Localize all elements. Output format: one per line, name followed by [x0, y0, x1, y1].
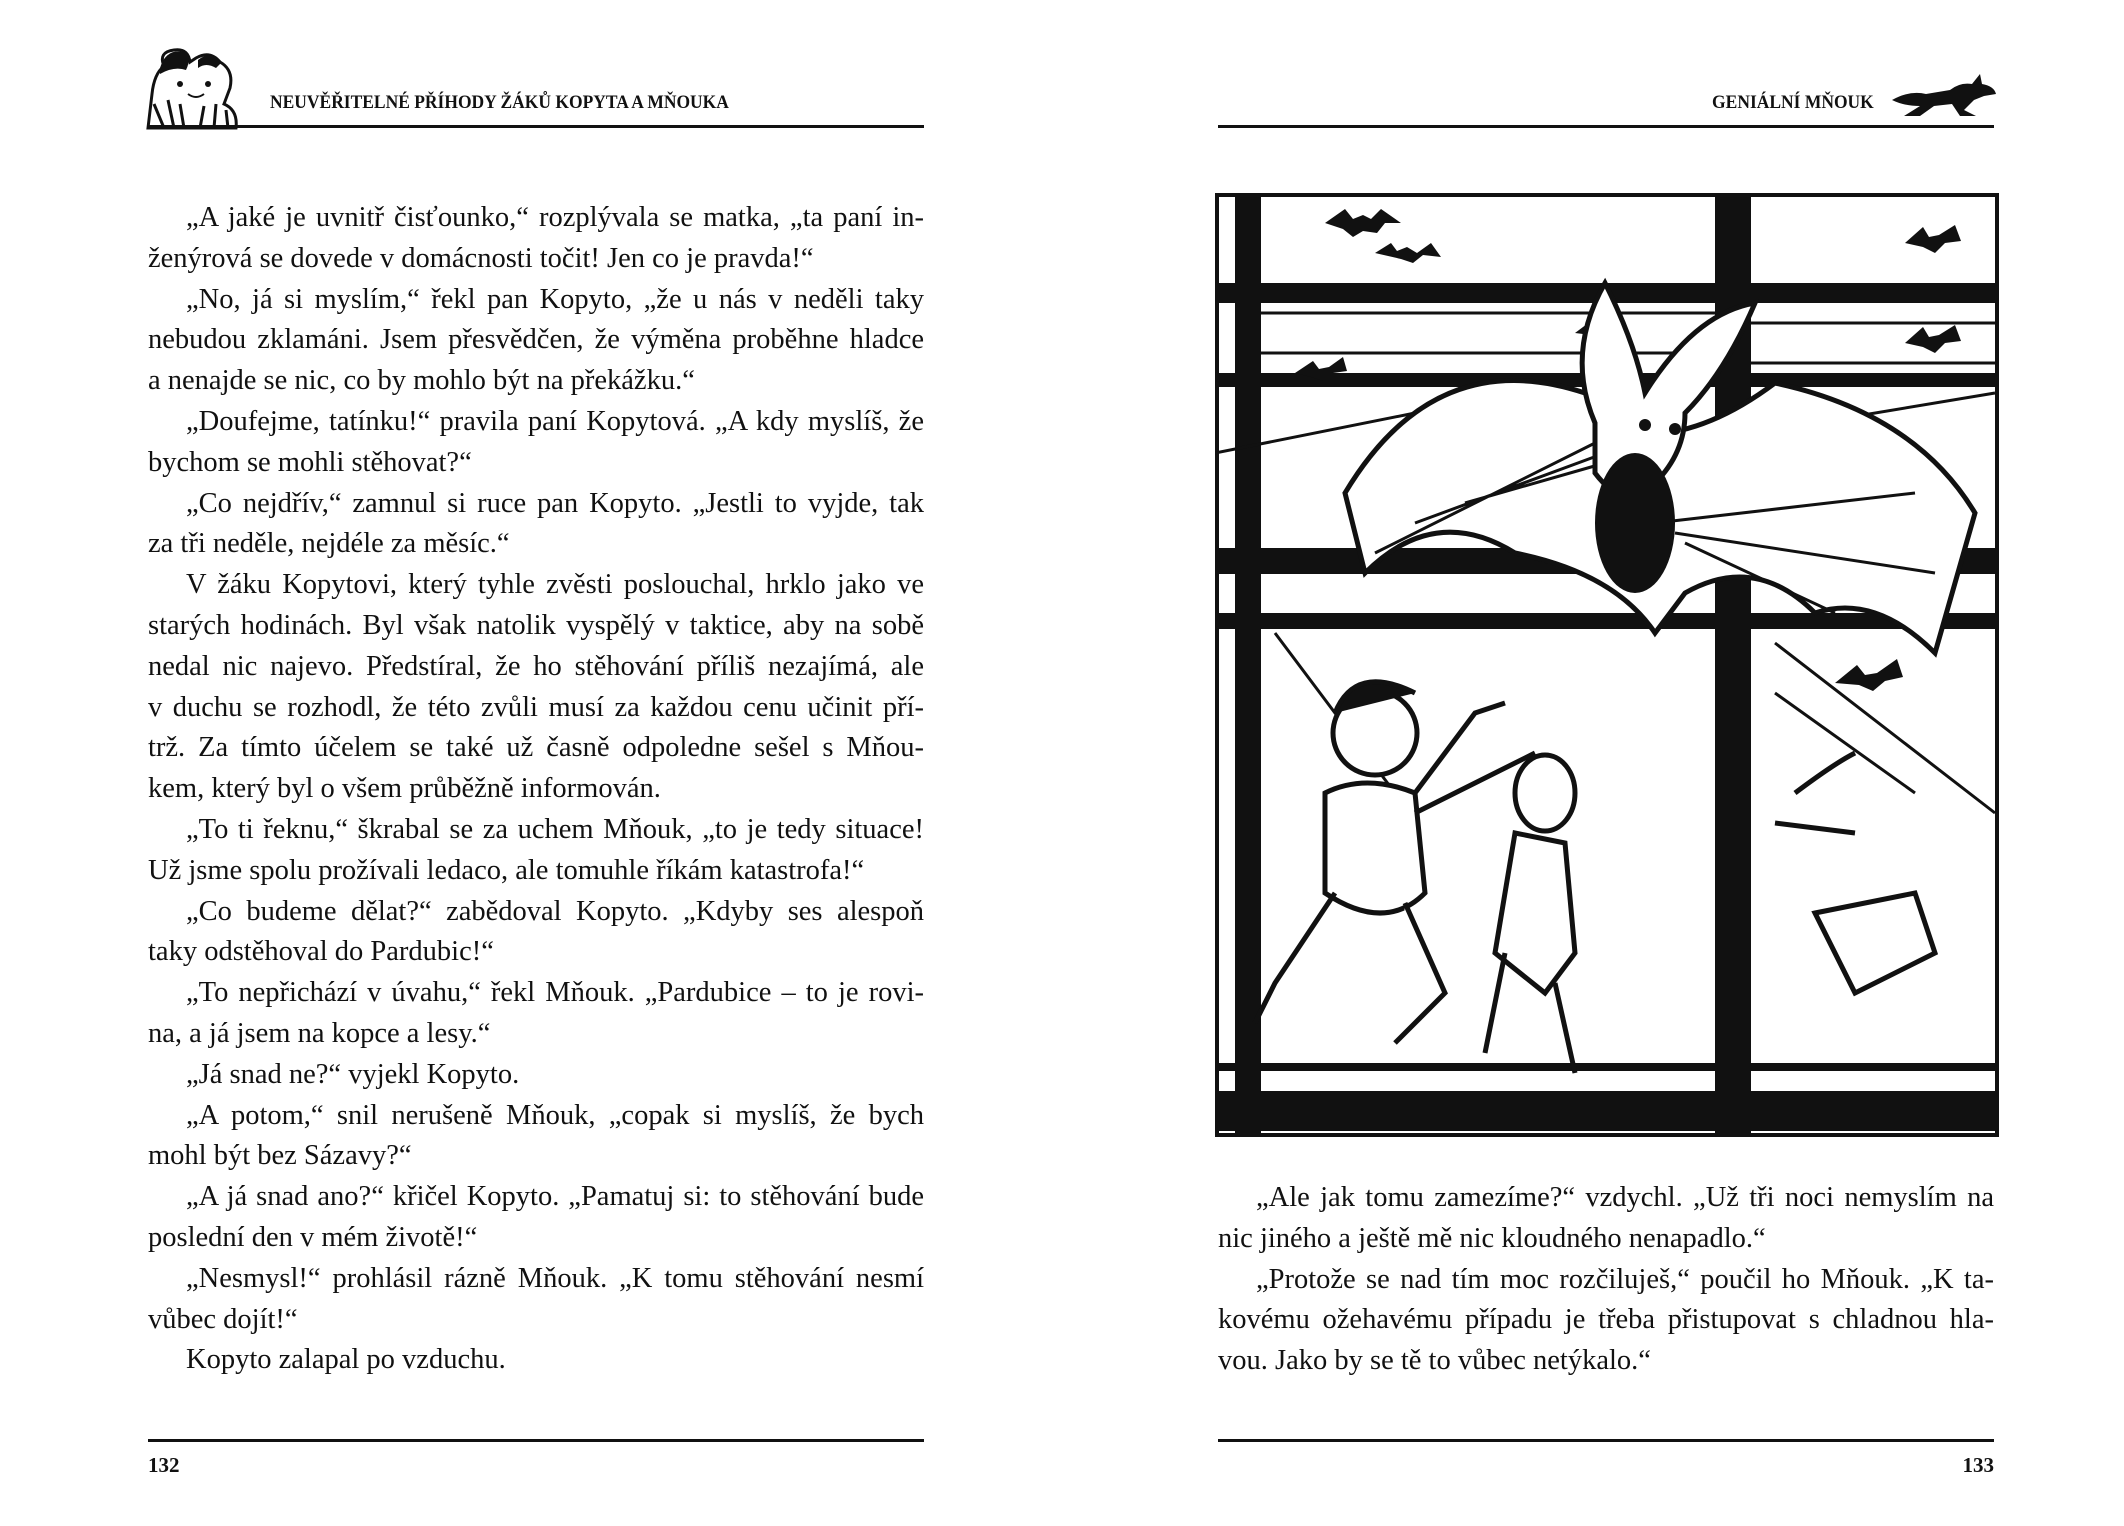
running-wolf-icon [1890, 60, 1998, 120]
text-line: poslední den v mém životě!“ [148, 1221, 478, 1253]
running-header: NEUVĚŘITELNÉ PŘÍHODY ŽÁKŮ KOPYTA A MŇOUKA [270, 92, 729, 113]
text-line: v duchu se rozhodl, že této zvůli musí za každou cenu učinit pří- [148, 691, 924, 723]
text-line: nedal nic najevo. Předstíral, že ho stěhování příliš nezajímá, ale [148, 650, 924, 682]
text-line: „Doufejme, tatínku!“ pravila paní Kopytová. „A kdy myslíš, že [186, 405, 924, 437]
text-line: „A potom,“ snil nerušeně Mňouk, „copak si myslíš, že bych [186, 1099, 924, 1131]
header-rule [1218, 125, 1994, 128]
text-line: V žáku Kopytovi, který tyhle zvěsti poslouchal, hrklo jako ve [186, 569, 924, 601]
text-line: bychom se mohli stěhovat?“ [148, 446, 472, 478]
text-line: vůbec dojít!“ [148, 1303, 298, 1335]
text-line: „Co budeme dělat?“ zabědoval Kopyto. „Kdyby ses alespoň [186, 895, 924, 927]
text-line: Kopyto zalapal po vzduchu. [186, 1344, 506, 1376]
page-number: 133 [1962, 1453, 1994, 1477]
text-line: „Protože se nad tím moc rozčiluješ,“ poučil ho Mňouk. „K ta- [1256, 1263, 1994, 1295]
text-line: nebudou zklamáni. Jsem přesvědčen, že výměna proběhne hladce [148, 324, 924, 356]
running-header: GENIÁLNÍ MŇOUK [1712, 92, 1874, 113]
right-page [1218, 0, 1994, 1526]
boys-portrait-icon [144, 44, 254, 130]
text-line: a nenajde se nic, co by mohlo být na překážku.“ [148, 365, 695, 397]
text-line: mohl být bez Sázavy?“ [148, 1140, 412, 1172]
text-line: „Já snad ne?“ vyjekl Kopyto. [186, 1058, 520, 1090]
text-line: vou. Jako by se tě to vůbec netýkalo.“ [1218, 1345, 1651, 1377]
illustration-bat-attack [1215, 193, 1999, 1137]
left-page [148, 0, 924, 1526]
header-rule [148, 125, 924, 128]
body-text [148, 198, 924, 1381]
footer-rule [1218, 1439, 1994, 1442]
text-line: „To nepřichází v úvahu,“ řekl Mňouk. „Pardubice – to je rovi- [186, 977, 924, 1009]
text-line: „Ale jak tomu zamezíme?“ vzdychl. „Už tři noci nemyslím na [1256, 1182, 1994, 1213]
text-line: „A jaké je uvnitř čisťounko,“ rozplývala se matka, „ta paní in- [186, 202, 924, 233]
text-line: trž. Za tímto účelem se také už časně odpoledne sešel s Mňou- [148, 732, 924, 764]
text-line: nic jiného a ještě mě nic kloudného nenapadlo.“ [1218, 1222, 1766, 1254]
text-line: Už jsme spolu prožívali ledaco, ale tomuhle říkám katastrofa!“ [148, 854, 865, 886]
text-line: „Nesmysl!“ prohlásil rázně Mňouk. „K tomu stěhování nesmí [186, 1262, 924, 1294]
body-text [1218, 1178, 1994, 1382]
text-line: „To ti řeknu,“ škrabal se za uchem Mňouk, „to je tedy situace! [186, 813, 924, 845]
text-line: kem, který byl o všem průběžně informován. [148, 773, 661, 805]
text-line: na, a já jsem na kopce a lesy.“ [148, 1017, 491, 1049]
page-number: 132 [148, 1453, 180, 1477]
text-line: kovému ožehavému případu je třeba přistupovat s chladnou hla- [1218, 1304, 1994, 1336]
text-line: taky odstěhoval do Pardubic!“ [148, 936, 494, 968]
text-line: starých hodinách. Byl však natolik vyspělý v taktice, aby na sobě [148, 609, 924, 641]
text-line: „No, já si myslím,“ řekl pan Kopyto, „že u nás v neděli taky [186, 283, 924, 315]
text-line: za tři neděle, nejdéle za měsíc.“ [148, 528, 510, 560]
text-line: „A já snad ano?“ křičel Kopyto. „Pamatuj si: to stěhování bude [186, 1181, 924, 1213]
footer-rule [148, 1439, 924, 1442]
text-line: „Co nejdřív,“ zamnul si ruce pan Kopyto. „Jestli to vyjde, tak [186, 487, 924, 519]
text-line: ženýrová se dovede v domácnosti točit! Jen co je pravda!“ [148, 242, 814, 274]
